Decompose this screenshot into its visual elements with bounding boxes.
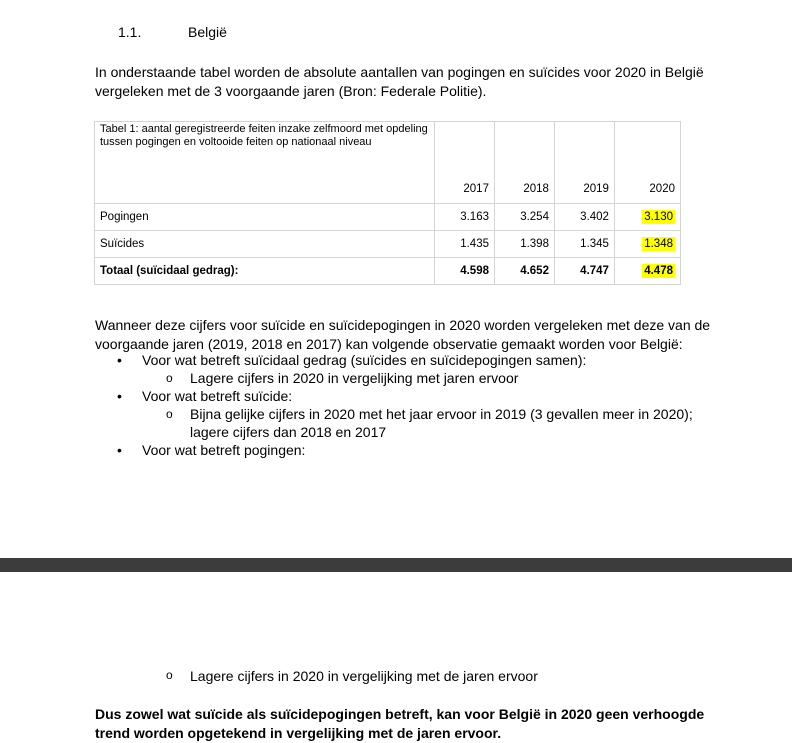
year-header: 2019 bbox=[554, 122, 614, 204]
bullet-list bbox=[95, 351, 715, 459]
document-page-2 bbox=[0, 572, 792, 742]
highlighted-value: 3.130 bbox=[644, 211, 673, 223]
list-item bbox=[95, 441, 715, 459]
table-cell-highlighted bbox=[614, 204, 680, 231]
table-cell: 4.652 bbox=[494, 258, 554, 285]
page-break-divider bbox=[0, 558, 792, 572]
circle-bullet-icon: o bbox=[166, 407, 173, 421]
highlighted-value: 1.348 bbox=[644, 238, 673, 250]
bullet-icon: • bbox=[117, 352, 122, 368]
section-title: België bbox=[188, 24, 227, 40]
table-cell: 4.747 bbox=[554, 258, 614, 285]
observation-paragraph: Wanneer deze cijfers voor suïcide en suïcidepogingen in 2020 worden vergeleken met deze van de voorgaande jaren (2019, 2018 en 2017) kan volgende observatie gemaakt worden voor België: bbox=[95, 317, 711, 352]
section-heading bbox=[118, 24, 227, 40]
conclusion-paragraph: Dus zowel wat suïcide als suïcidepogingen betreft, kan voor België in 2020 geen verhoogde trend worden opgetekend in vergelijking met de jaren ervoor. bbox=[95, 706, 705, 741]
intro-paragraph: In onderstaande tabel worden de absolute aantallen van pogingen en suïcides voor 2020 in België vergeleken met de 3 voorgaande jaren (Bron: Federale Politie). bbox=[95, 64, 704, 99]
bullet-text: Voor wat betreft suïcide: bbox=[142, 388, 293, 404]
bullet-icon: • bbox=[117, 442, 122, 458]
table-header-row bbox=[95, 122, 681, 204]
sub-bullet-text: Lagere cijfers in 2020 in vergelijking met de jaren ervoor bbox=[190, 668, 538, 684]
sub-list-item bbox=[95, 405, 715, 441]
table-cell-highlighted bbox=[614, 258, 680, 285]
year-header: 2020 bbox=[614, 122, 680, 204]
list-item bbox=[95, 387, 715, 405]
highlighted-value: 4.478 bbox=[644, 265, 673, 277]
bullet-text: Voor wat betreft pogingen: bbox=[142, 442, 306, 458]
list-item bbox=[95, 351, 715, 369]
row-label: Pogingen bbox=[95, 204, 435, 231]
table-cell: 1.345 bbox=[554, 231, 614, 258]
sub-list-item bbox=[95, 369, 715, 387]
table-cell: 3.163 bbox=[435, 204, 495, 231]
bullet-text: Voor wat betreft suïcidaal gedrag (suïcides en suïcidepogingen samen): bbox=[142, 352, 587, 368]
table-cell: 1.398 bbox=[494, 231, 554, 258]
table-cell-highlighted bbox=[614, 231, 680, 258]
row-label: Suïcides bbox=[95, 231, 435, 258]
table-cell: 4.598 bbox=[435, 258, 495, 285]
circle-bullet-icon: o bbox=[166, 668, 173, 682]
row-label: Totaal (suïcidaal gedrag): bbox=[95, 258, 435, 285]
section-number: 1.1. bbox=[118, 24, 142, 40]
sub-list-item bbox=[166, 668, 538, 684]
table-cell: 1.435 bbox=[435, 231, 495, 258]
sub-bullet-text: Bijna gelijke cijfers in 2020 met het jaar ervoor in 2019 (3 gevallen meer in 2020); lagere cijfers dan 2018 en 2017 bbox=[190, 406, 693, 440]
table-cell: 3.402 bbox=[554, 204, 614, 231]
statistics-table bbox=[94, 121, 681, 285]
table-cell: 3.254 bbox=[494, 204, 554, 231]
table-row bbox=[95, 204, 681, 231]
table-caption: Tabel 1: aantal geregistreerde feiten inzake zelfmoord met opdeling tussen pogingen en voltooide feiten op nationaal niveau bbox=[95, 122, 435, 204]
table-total-row bbox=[95, 258, 681, 285]
bullet-icon: • bbox=[117, 388, 122, 404]
year-header: 2017 bbox=[435, 122, 495, 204]
circle-bullet-icon: o bbox=[166, 371, 173, 385]
year-header: 2018 bbox=[494, 122, 554, 204]
table-row bbox=[95, 231, 681, 258]
sub-bullet-text: Lagere cijfers in 2020 in vergelijking met jaren ervoor bbox=[190, 370, 519, 386]
